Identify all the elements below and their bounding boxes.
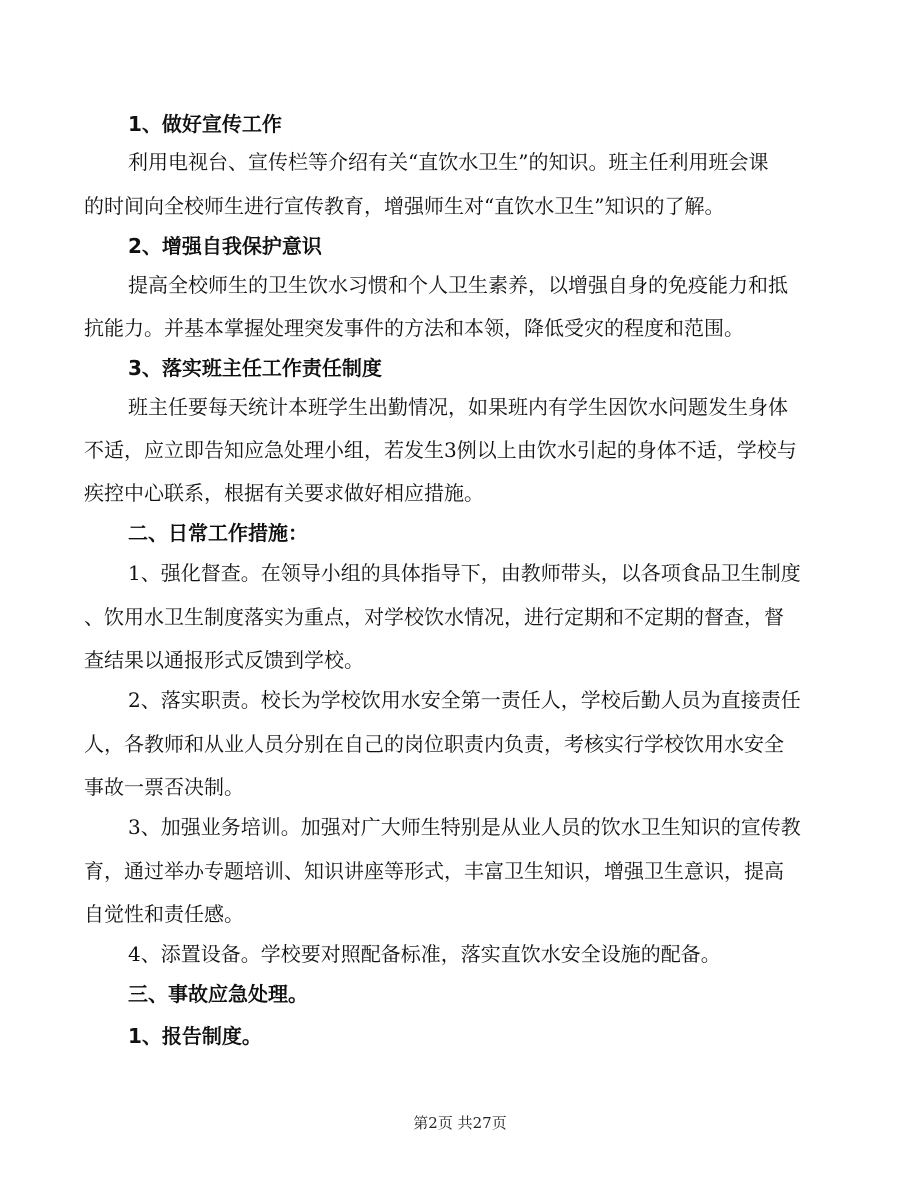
body-line: 4、添置设备。学校要对照配备标准，落实直饮水安全设施的配备。 (128, 942, 721, 966)
body-line: 抗能力。并基本掌握处理突发事件的方法和本领，降低受灾的程度和范围。 (84, 316, 744, 340)
body-line: 提高全校师生的卫生饮水习惯和个人卫生素养，以增强自身的免疫能力和抵 (128, 273, 788, 297)
body-line: 事故一票否决制。 (84, 775, 244, 799)
body-line: 的时间向全校师生进行宣传教育，增强师生对“直饮水卫生”知识的了解。 (84, 194, 725, 218)
body-line: 利用电视台、宣传栏等介绍有关“直饮水卫生”的知识。班主任利用班会课 (128, 150, 769, 174)
body-line: 自觉性和责任感。 (84, 902, 244, 926)
heading-accident-response: 三、事故应急处理。 (128, 982, 308, 1006)
heading-class-teacher-duty: 3、落实班主任工作责任制度 (128, 356, 382, 380)
body-line: 、饮用水卫生制度落实为重点，对学校饮水情况，进行定期和不定期的督查，督 (84, 605, 784, 629)
body-line: 3、加强业务培训。加强对广大师生特别是从业人员的饮水卫生知识的宣传教 (128, 815, 801, 839)
body-line: 班主任要每天统计本班学生出勤情况，如果班内有学生因饮水问题发生身体 (128, 395, 788, 419)
body-line: 2、落实职责。校长为学校饮用水安全第一责任人，学校后勤人员为直接责任 (128, 688, 801, 712)
heading-publicity: 1、做好宣传工作 (128, 112, 282, 136)
heading-reporting-system: 1、报告制度。 (128, 1024, 262, 1048)
page-number: 第2页 共27页 (413, 1114, 507, 1132)
body-line: 疾控中心联系，根据有关要求做好相应措施。 (84, 481, 484, 505)
heading-daily-measures: 二、日常工作措施： (128, 521, 308, 545)
body-line: 育，通过举办专题培训、知识讲座等形式，丰富卫生知识，增强卫生意识，提高 (84, 859, 784, 883)
body-line: 人，各教师和从业人员分别在自己的岗位职责内负责，考核实行学校饮用水安全 (84, 732, 784, 756)
body-line: 不适，应立即告知应急处理小组，若发生3例以上由饮水引起的身体不适，学校与 (84, 438, 797, 462)
body-line: 1、强化督查。在领导小组的具体指导下，由教师带头，以各项食品卫生制度 (128, 561, 801, 585)
heading-self-protection: 2、增强自我保护意识 (128, 234, 322, 258)
body-line: 查结果以通报形式反馈到学校。 (84, 648, 364, 672)
